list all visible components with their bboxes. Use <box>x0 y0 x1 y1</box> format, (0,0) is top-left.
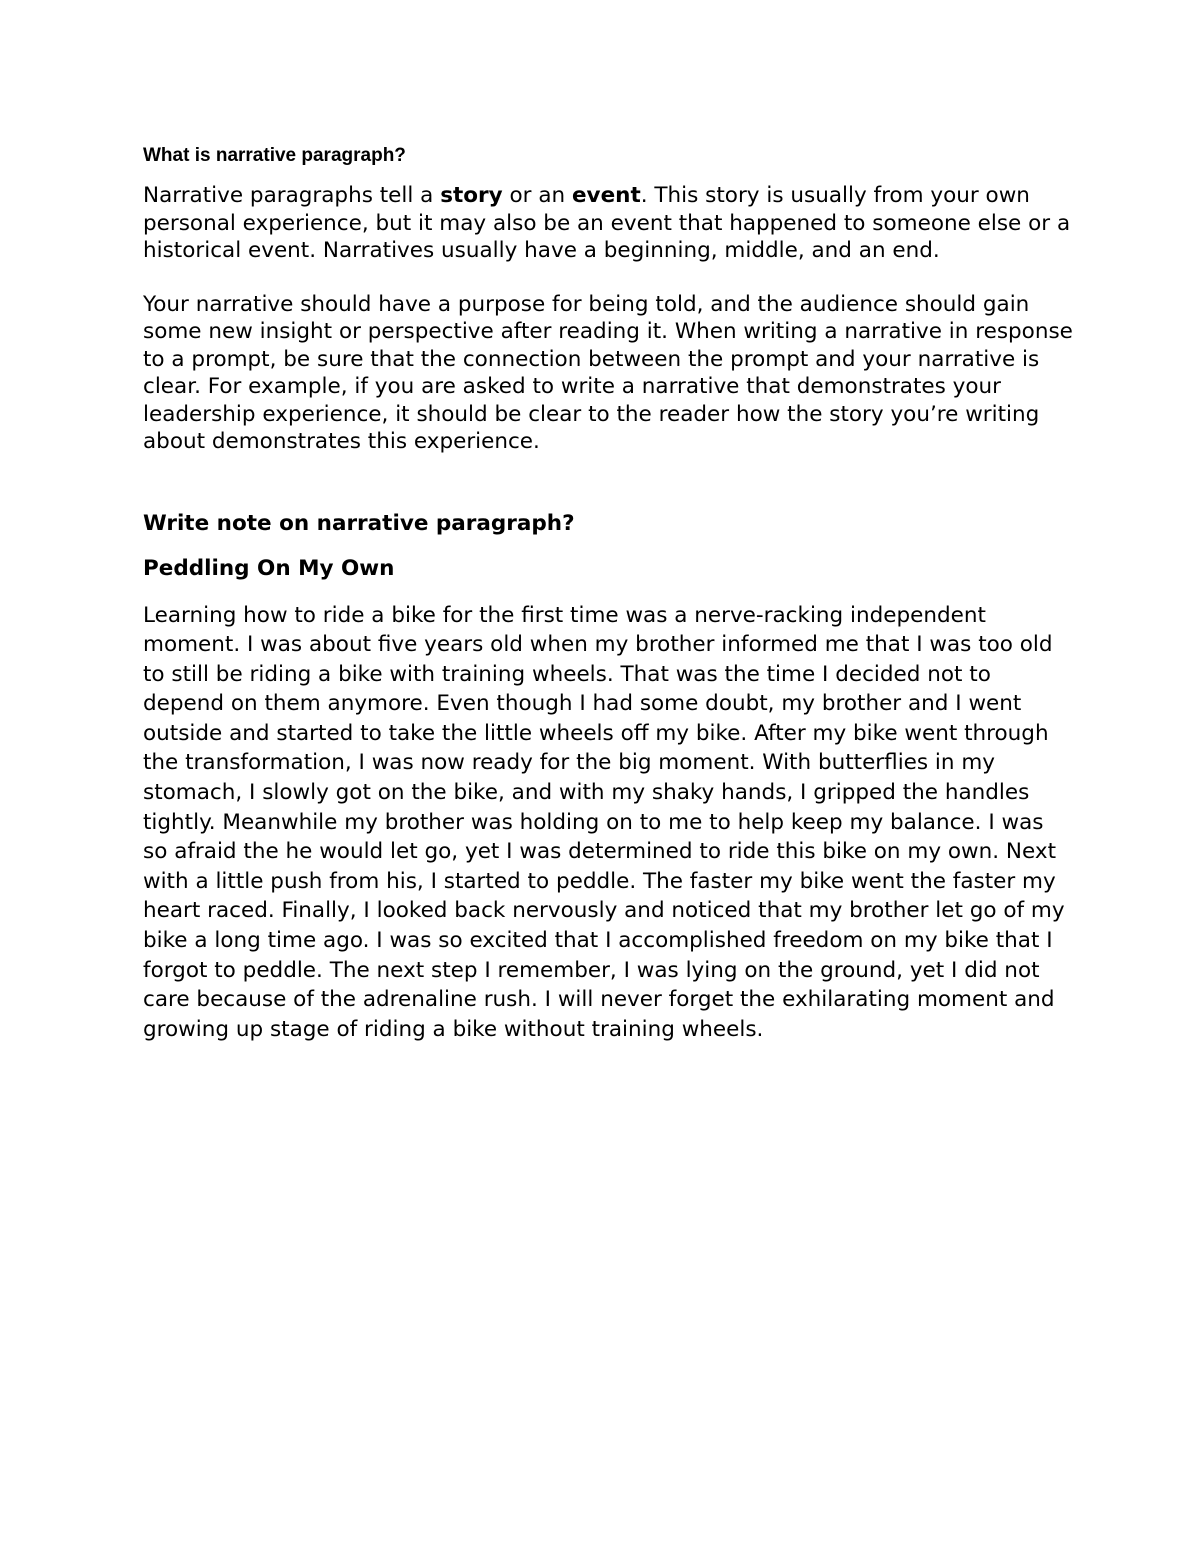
paragraph-definition-text-1: Narrative paragraphs tell a <box>143 183 441 208</box>
question-heading-note: Write note on narrative paragraph? <box>143 510 575 536</box>
paragraph-definition-text-3: . This story is usually from your own personal experience, but it may also be an event that happened to someone else or a historical event. Narratives usually have a beginning, middle, and an end. <box>143 183 1071 263</box>
document-content <box>143 138 1073 1044</box>
story-body: Learning how to ride a bike for the first time was a nerve-racking independent moment. I was about five years old when my brother informed me that I was too old to still be riding a bike with training wheels. That was the time I decided not to depend on them anymore. Even though I had some doubt, my brother and I went outside and started to take the little wheels off my bike. After my bike went through the transformation, I was now ready for the big moment. With butterflies in my stomach, I slowly got on the bike, and with my shaky hands, I gripped the handles tightly. Meanwhile my brother was holding on to me to help keep my balance. I was so afraid the he would let go, yet I was determined to ride this bike on my own. Next with a little push from his, I started to peddle. The faster my bike went the faster my heart raced. Finally, I looked back nervously and noticed that my brother let go of my bike a long time ago. I was so excited that I accomplished freedom on my bike that I forgot to peddle. The next step I remember, I was lying on the ground, yet I did not care because of the adrenaline rush. I will never forget the exhilarating moment and growing up stage of riding a bike without training wheels. <box>143 602 1065 1042</box>
paragraph-definition <box>143 182 1073 265</box>
story-title: Peddling On My Own <box>143 556 395 581</box>
section-spacer <box>143 482 1073 510</box>
bold-word-event: event <box>571 183 641 208</box>
paragraph-purpose: Your narrative should have a purpose for being told, and the audience should gain some new insight or perspective after reading it. When writing a narrative in response to a prompt, be sure that the connection between the prompt and your narrative is clear. For example, if you are asked to write a narrative that demonstrates your leadership experience, it should be clear to the reader how the story you’re writing about demonstrates this experience. <box>143 291 1073 454</box>
question-heading-narrative: What is narrative paragraph? <box>143 145 406 166</box>
paragraph-definition-text-2: or an <box>502 183 572 208</box>
bold-word-story: story <box>440 183 503 208</box>
